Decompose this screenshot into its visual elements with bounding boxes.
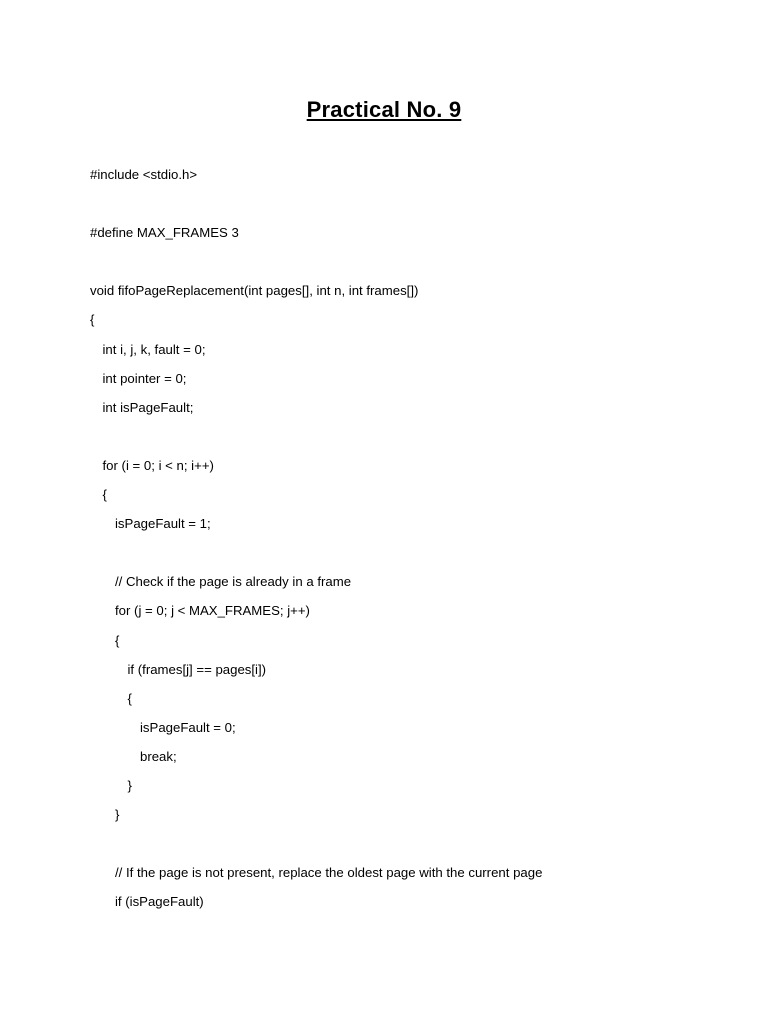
code-line: #include <stdio.h> [90,167,198,182]
code-line: } [127,777,132,793]
blank-line [90,422,730,451]
code-line: { [127,690,132,706]
blank-line [90,189,730,218]
code-line: void fifoPageReplacement(int pages[], int n, int frames[]) [90,283,419,299]
blank-line [90,247,730,276]
code-block [90,160,730,916]
code-line: { [90,312,95,328]
code-line: #define MAX_FRAMES 3 [90,225,239,241]
code-line: break; [140,748,177,764]
code-line: // If the page is not present, replace the oldest page with the current page [115,865,543,881]
blank-line [90,538,730,567]
code-line: { [115,632,120,648]
code-line: for (j = 0; j < MAX_FRAMES; j++) [115,603,310,619]
code-line: if (frames[j] == pages[i]) [127,661,267,677]
code-line: int i, j, k, fault = 0; [102,341,206,357]
page-title: Practical No. 9 [306,97,462,122]
code-line: // Check if the page is already in a frame [115,574,352,590]
code-line: } [115,807,120,823]
blank-line [90,829,730,858]
code-line: if (isPageFault) [115,894,204,910]
code-line: int isPageFault; [102,399,194,415]
code-line: for (i = 0; i < n; i++) [102,457,214,473]
code-line: isPageFault = 1; [115,516,211,532]
code-line: { [102,487,107,503]
code-line: int pointer = 0; [102,370,187,386]
code-line: isPageFault = 0; [140,719,236,735]
